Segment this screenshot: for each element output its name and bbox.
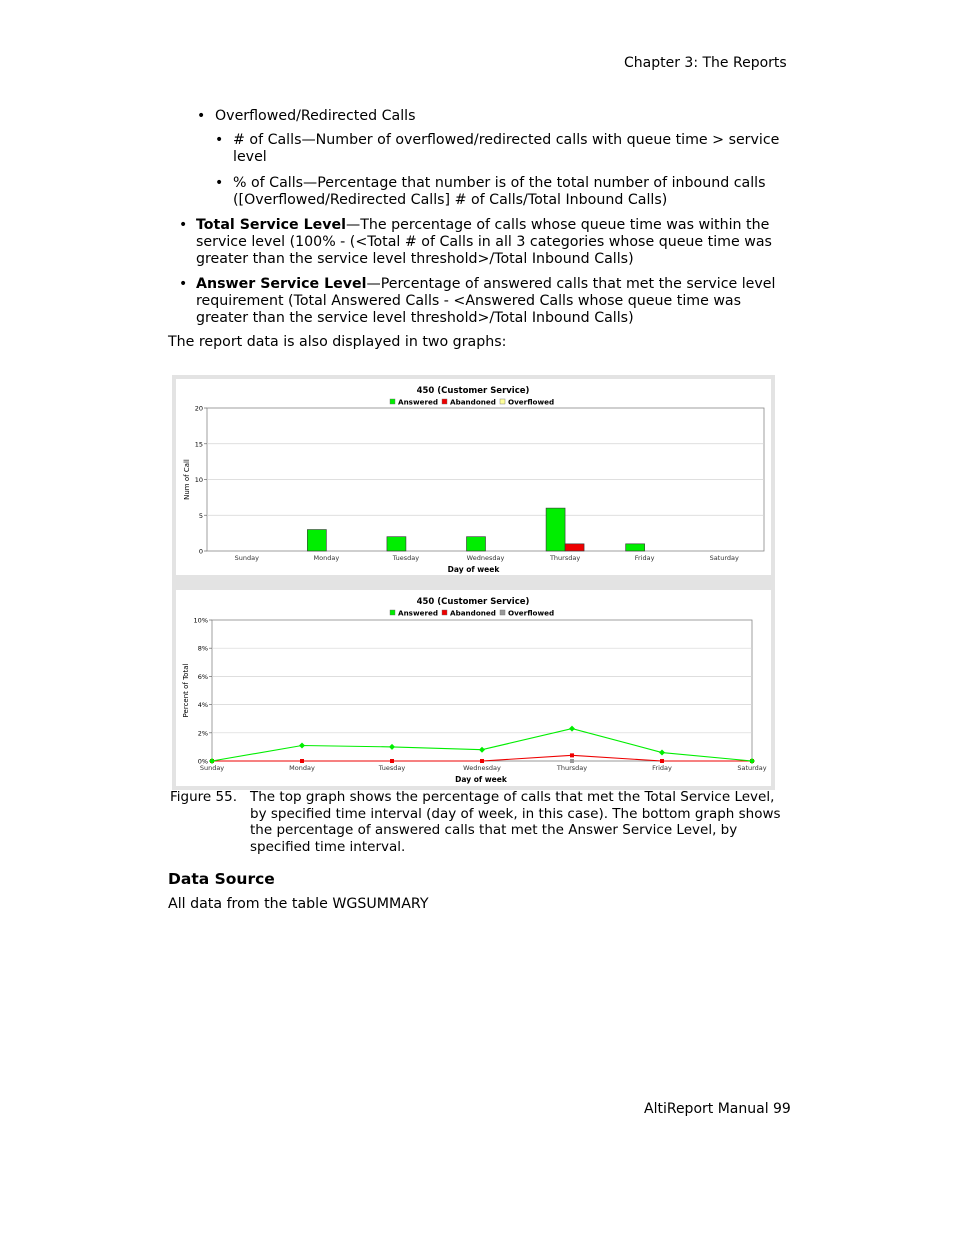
bar-chart	[176, 379, 771, 575]
bullet-pct-calls-line1: % of Calls—Percentage that number is of the total number of inbound calls	[233, 175, 766, 191]
point-overflowed	[570, 759, 574, 763]
bullet-answer-service-level	[196, 276, 788, 327]
y-axis-label: Percent of Total	[182, 663, 190, 718]
legend-label-answered: Answered	[398, 397, 439, 407]
y-tick-label: 4%	[197, 701, 208, 710]
y-tick-label: 0%	[197, 757, 208, 766]
chart-panel-bottom	[176, 590, 771, 786]
page-footer: AltiReport Manual 99	[644, 1101, 791, 1117]
bar-answered	[626, 544, 645, 551]
legend-swatch-abandoned	[442, 610, 447, 615]
legend-swatch-answered	[390, 399, 395, 404]
x-axis-label: Day of week	[455, 775, 507, 784]
legend-swatch-answered	[390, 610, 395, 615]
y-tick-label: 10%	[193, 616, 208, 625]
x-tick-label: Thursday	[556, 764, 588, 772]
def-total-service-level: —The percentage of calls whose queue time was within the service level (100% - (<Total # of Calls in all 3 categories whose queue time was greater than the service level threshold>/Total Inbound Calls)	[196, 217, 772, 267]
bullet-dot: •	[215, 132, 224, 148]
figure-frame	[172, 375, 775, 790]
bullet-dot: •	[197, 108, 206, 124]
chart-panel-top	[176, 379, 771, 575]
bullet-dot: •	[179, 217, 188, 233]
legend-label-overflowed: Overflowed	[508, 608, 555, 618]
x-tick-label: Tuesday	[378, 764, 406, 772]
chart-title: 450 (Customer Service)	[416, 386, 530, 396]
plot-area	[212, 620, 752, 761]
x-tick-label: Saturday	[737, 764, 767, 772]
bullet-num-calls: # of Calls—Number of overflowed/redirected calls with queue time > service level	[233, 132, 780, 165]
x-tick-label: Wednesday	[463, 764, 501, 772]
legend-label-abandoned: Abandoned	[450, 608, 496, 618]
y-tick-label: 5	[198, 511, 203, 520]
x-tick-label: Monday	[313, 554, 340, 562]
term-total-service-level: Total Service Level	[196, 217, 347, 233]
x-tick-label: Friday	[652, 764, 672, 772]
y-tick-label: 6%	[197, 672, 208, 681]
section-text: All data from the table WGSUMMARY	[168, 896, 429, 912]
y-tick-label: 2%	[197, 729, 208, 738]
x-tick-label: Monday	[289, 764, 315, 772]
line-chart	[176, 590, 771, 786]
y-tick-label: 0	[198, 547, 203, 556]
point-abandoned	[390, 759, 394, 763]
point-abandoned	[480, 759, 484, 763]
x-tick-label: Thursday	[549, 554, 581, 562]
bullet-overflowed: Overflowed/Redirected Calls	[215, 108, 416, 124]
legend-swatch-overflowed	[500, 399, 505, 404]
bar-answered	[307, 530, 326, 551]
x-tick-label: Sunday	[234, 554, 259, 562]
figure-caption: The top graph shows the percentage of calls that met the Total Service Level, by specified time interval (day of week, in this case). The bottom graph shows the percentage of answered calls that met the Answer Service Level, by specified time interval.	[250, 789, 781, 855]
section-heading: Data Source	[168, 870, 275, 888]
x-tick-label: Friday	[634, 554, 655, 562]
legend-label-overflowed: Overflowed	[508, 397, 555, 407]
legend-label-answered: Answered	[398, 608, 439, 618]
x-tick-label: Tuesday	[392, 554, 420, 562]
y-tick-label: 10	[194, 476, 203, 484]
bar-answered	[467, 537, 486, 551]
term-answer-service-level: Answer Service Level	[196, 276, 367, 292]
bar-answered	[546, 508, 565, 551]
y-tick-label: 20	[194, 404, 203, 413]
legend-swatch-overflowed	[500, 610, 505, 615]
point-abandoned	[660, 759, 664, 763]
chart-title: 450 (Customer Service)	[416, 597, 530, 607]
bar-abandoned	[565, 544, 584, 551]
x-tick-label: Wednesday	[466, 554, 505, 562]
def-answer-service-level: —Percentage of answered calls that met the service level requirement (Total Answered Calls - <Answered Calls whose queue time was greater than the service level threshold>/Total Inbound Calls)	[196, 276, 776, 326]
y-axis-label: Num of Call	[183, 459, 191, 500]
legend-label-abandoned: Abandoned	[450, 397, 496, 407]
x-tick-label: Saturday	[709, 554, 739, 562]
y-tick-label: 8%	[197, 644, 208, 653]
bar-answered	[387, 537, 406, 551]
point-abandoned	[570, 753, 574, 757]
bullet-pct-calls-line2: ([Overflowed/Redirected Calls] # of Calls/Total Inbound Calls)	[233, 192, 668, 208]
x-axis-label: Day of week	[447, 565, 500, 574]
bullet-dot: •	[179, 276, 188, 292]
bullet-dot: •	[215, 175, 224, 191]
point-abandoned	[300, 759, 304, 763]
figure-label: Figure 55.	[170, 789, 237, 805]
y-tick-label: 15	[194, 440, 203, 449]
x-tick-label: Sunday	[199, 764, 225, 772]
intro-paragraph: The report data is also displayed in two graphs:	[168, 334, 507, 350]
bullet-total-service-level	[196, 217, 786, 268]
legend-swatch-abandoned	[442, 399, 447, 404]
chapter-header: Chapter 3: The Reports	[624, 55, 787, 71]
